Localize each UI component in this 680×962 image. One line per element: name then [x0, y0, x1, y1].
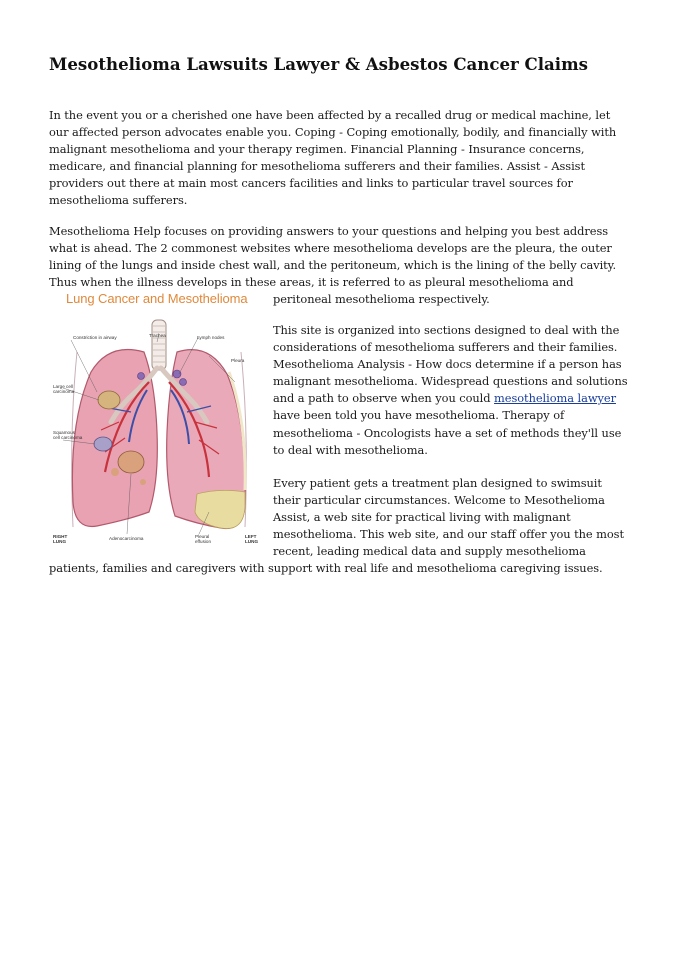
lymph-node — [180, 379, 187, 386]
text-line: what is ahead. The 2 commonest websites where mesothelioma develops are the pleura, the outer — [49, 241, 612, 256]
text-line: to deal with mesothelioma. — [273, 442, 428, 457]
text-line: lining of the lungs and inside chest wall, and the peritoneum, which is the lining of the belly cavity. — [49, 258, 617, 273]
text-line: Thus when the illness develops in these areas, it is referred to as pleural mesothelioma and — [49, 275, 574, 290]
text-line: malignant mesothelioma. Widespread questions and solutions — [273, 374, 628, 389]
text-line: providers out there at main most cancers facilities and links to particular travel sources for — [49, 176, 573, 191]
label-constriction: Constriction in airway — [73, 335, 117, 340]
text-line: malignant mesothelioma and your therapy regimen. Financial Planning - Insurance concerns, — [49, 142, 585, 157]
text-line: mesothelioma sufferers. — [49, 193, 188, 208]
mesothelioma-lawyer-link[interactable]: mesothelioma lawyer — [494, 391, 616, 406]
label-trachea: Trachea — [149, 333, 166, 338]
text-line: mesothelioma - Oncologists have a set of methods they'll use — [273, 425, 622, 440]
paragraph-1 — [49, 107, 635, 210]
text-line: medicare, and financial planning for mesothelioma sufferers and their families. Assist - Assist — [49, 159, 585, 174]
lymph-node — [138, 373, 145, 380]
lymph-node — [173, 370, 181, 378]
label-lymph-nodes: Lymph nodes — [197, 335, 225, 340]
label-adenocarcinoma: Adenocarcinoma — [109, 536, 144, 541]
label-squamous: Squamous cell carcinoma — [53, 430, 83, 440]
text-line: Every patient gets a treatment plan designed to swimsuit — [273, 476, 602, 490]
text-line: peritoneal mesothelioma respectively. — [273, 292, 490, 307]
label-right-lung: RIGHT LUNG — [53, 534, 68, 544]
text-line: Assist, a web site for practical living with malignant — [273, 510, 571, 525]
text-line: their particular circumstances. Welcome to Mesothelioma — [273, 493, 605, 508]
text-line: Mesothelioma Help focuses on providing answers to your questions and helping you best address — [49, 224, 609, 238]
large-cell-carcinoma-mass — [98, 391, 120, 409]
text-line: have been told you have mesothelioma. Therapy of — [273, 408, 565, 423]
figure-title: Lung Cancer and Mesothelioma — [66, 291, 248, 306]
label-pleural-effusion: Pleural effusion — [195, 534, 212, 544]
text-line: our affected person advocates enable you. Coping - Coping emotionally, bodily, and financially with — [49, 125, 617, 140]
text-line: In the event you or a cherished one have been affected by a recalled drug or medical machine, let — [49, 108, 611, 122]
text-line: patients, families and caregivers with support with real life and mesothelioma caregiving issues. — [49, 561, 603, 576]
text-line: Mesothelioma Analysis - How docs determine if a person has — [273, 357, 622, 372]
label-large-cell: Large cell carcinoma — [53, 384, 75, 394]
text-line: This site is organized into sections designed to deal with the — [273, 323, 620, 337]
squamous-carcinoma-mass — [94, 437, 112, 451]
text-line: recent, leading medical data and supply mesothelioma — [273, 544, 586, 559]
label-pleura: Pleura — [231, 358, 245, 363]
label-left-lung: LEFT LUNG — [245, 534, 259, 544]
text-fragment: and a path to observe when you could — [273, 391, 495, 406]
text-line: considerations of mesothelioma sufferers and their families. — [273, 340, 618, 355]
adenocarcinoma-mass — [118, 451, 144, 473]
lung-illustration — [49, 290, 267, 560]
text-line: mesothelioma. This web site, and our staff offer you the most — [273, 527, 624, 542]
page-title: Mesothelioma Lawsuits Lawyer & Asbestos Cancer Claims — [49, 54, 589, 74]
